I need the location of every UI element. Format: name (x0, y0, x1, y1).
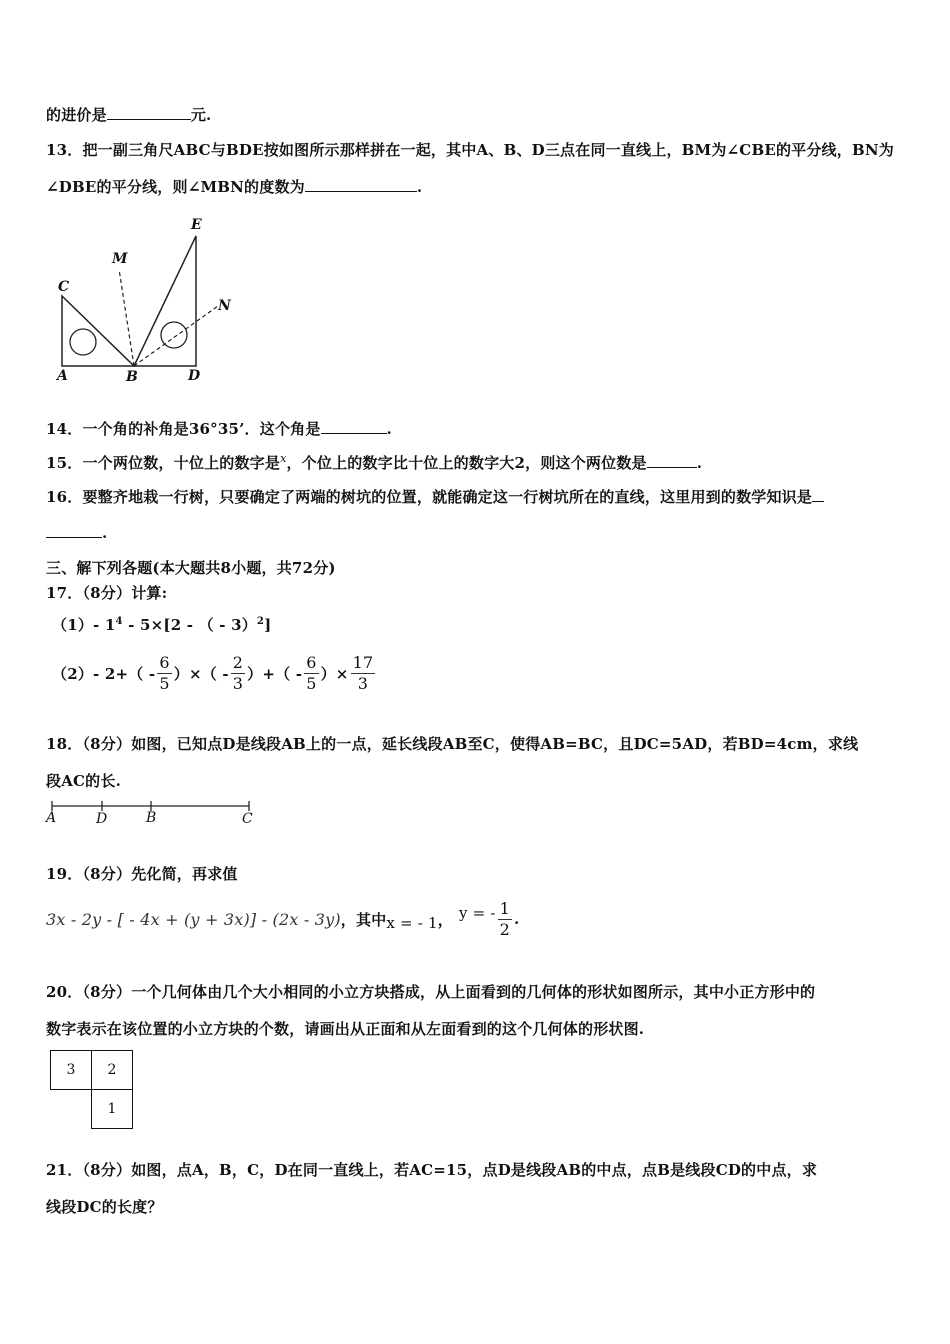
bisector-bn (134, 306, 218, 366)
fraction: $\frac{6}{5}$ (306, 652, 317, 693)
q21-line1: 21．（8分）如图，点A，B，C，D在同一直线上，若AC=15，点D是线段AB的中点，点B是线段CD的中点，求 (46, 1161, 818, 1179)
grid-cell: 1 (92, 1090, 133, 1129)
q13-line1: 13．把一副三角尺ABC与BDE按如图所示那样拼在一起，其中A、B、D三点在同一直线上，BM为∠CBE的平分线，BN为 (46, 141, 894, 159)
q17-part1: （1）- $1^4 - 5\times[2$ - （ - 3）$^2$] (52, 616, 272, 634)
label-e: E (191, 217, 202, 233)
label-d: D (188, 368, 201, 384)
q16-line2: . (46, 523, 107, 542)
q21-line2: 线段DC的长度？ (46, 1198, 163, 1216)
q16-line1: 16．要整齐地栽一行树，只要确定了两端的树坑的位置，就能确定这一行树坑所在的直线，这里用到的数学知识是 (46, 486, 824, 507)
bisector-bm (119, 269, 134, 366)
fraction: $\frac{2}{3}$ (232, 652, 244, 693)
q18-line2: 段AC的长. (46, 772, 121, 790)
label-m: M (112, 251, 128, 267)
q13-line2: ∠DBE的平分线，则∠MBN的度数为 . (46, 178, 423, 196)
label-a: A (57, 368, 68, 384)
grid-cell: 3 (51, 1051, 92, 1090)
q19-title: 19．（8分）先化简，再求值 (46, 865, 238, 883)
label-b: B (146, 810, 157, 826)
label-n: N (218, 298, 231, 314)
label-d: D (96, 811, 108, 827)
fraction: $\frac{1}{2}$ (499, 898, 511, 939)
q19-expression: 3x - 2y - [ - 4x + (y + 3x)] - (2x - 3y) ，其中 x = - 1 ， y = - $\frac{1}{2}$ . (46, 898, 520, 939)
q12-tail: 的进价是 元. (46, 106, 212, 124)
section-title: 三、解下列各题(本大题共8小题，共72分) (46, 559, 336, 577)
grid-cell-empty (51, 1090, 92, 1129)
triangle-bde (134, 236, 196, 366)
label-c: C (242, 811, 253, 827)
label-a: A (46, 810, 57, 826)
q19-expr: 3x - 2y - [ - 4x + (y + 3x)] - (2x - 3y) (46, 909, 341, 929)
segment-figure (44, 798, 264, 832)
q17-title: 17．（8分）计算: (46, 584, 168, 602)
triangle-hole (70, 329, 96, 355)
answer-blank (107, 105, 191, 120)
q20-line1: 20．（8分）一个几何体由几个大小相同的小立方块搭成，从上面看到的几何体的形状如图所示，其中小正方形中的 (46, 983, 816, 1001)
label-c: C (58, 279, 70, 295)
grid-cell: 2 (92, 1051, 133, 1090)
triangle-figure (48, 214, 248, 389)
answer-blank (812, 487, 824, 502)
answer-blank (647, 453, 697, 468)
answer-blank (46, 523, 102, 538)
label-b: B (126, 369, 138, 385)
answer-blank (321, 419, 387, 434)
q15: 15．一个两位数，十位上的数字是$^x$，个位上的数字比十位上的数字大2，则这个两位数是 . (46, 452, 703, 472)
fraction: $\frac{6}{5}$ (159, 652, 170, 693)
answer-blank (305, 177, 417, 192)
q17-part2: （2） - 2+（ - $\frac{6}{5}$ ）×（ - $\frac{2}{3}$ ）+（ - $\frac{6}{5}$ ）× $\frac{17}{3}$ (52, 652, 374, 693)
q18-line1: 18．（8分）如图，已知点D是线段AB上的一点，延长线段AB至C，使得AB=BC，且DC=5AD，若BD=4cm，求线 (46, 735, 859, 753)
triangle-abc (62, 296, 134, 366)
fraction: $\frac{17}{3}$ (352, 652, 374, 693)
q20-line2: 数字表示在该位置的小立方块的个数，请画出从正面和从左面看到的这个几何体的形状图. (46, 1020, 645, 1038)
top-view-grid (50, 1050, 133, 1129)
q14: 14．一个角的补角是36°35’．这个角是 . (46, 420, 392, 438)
